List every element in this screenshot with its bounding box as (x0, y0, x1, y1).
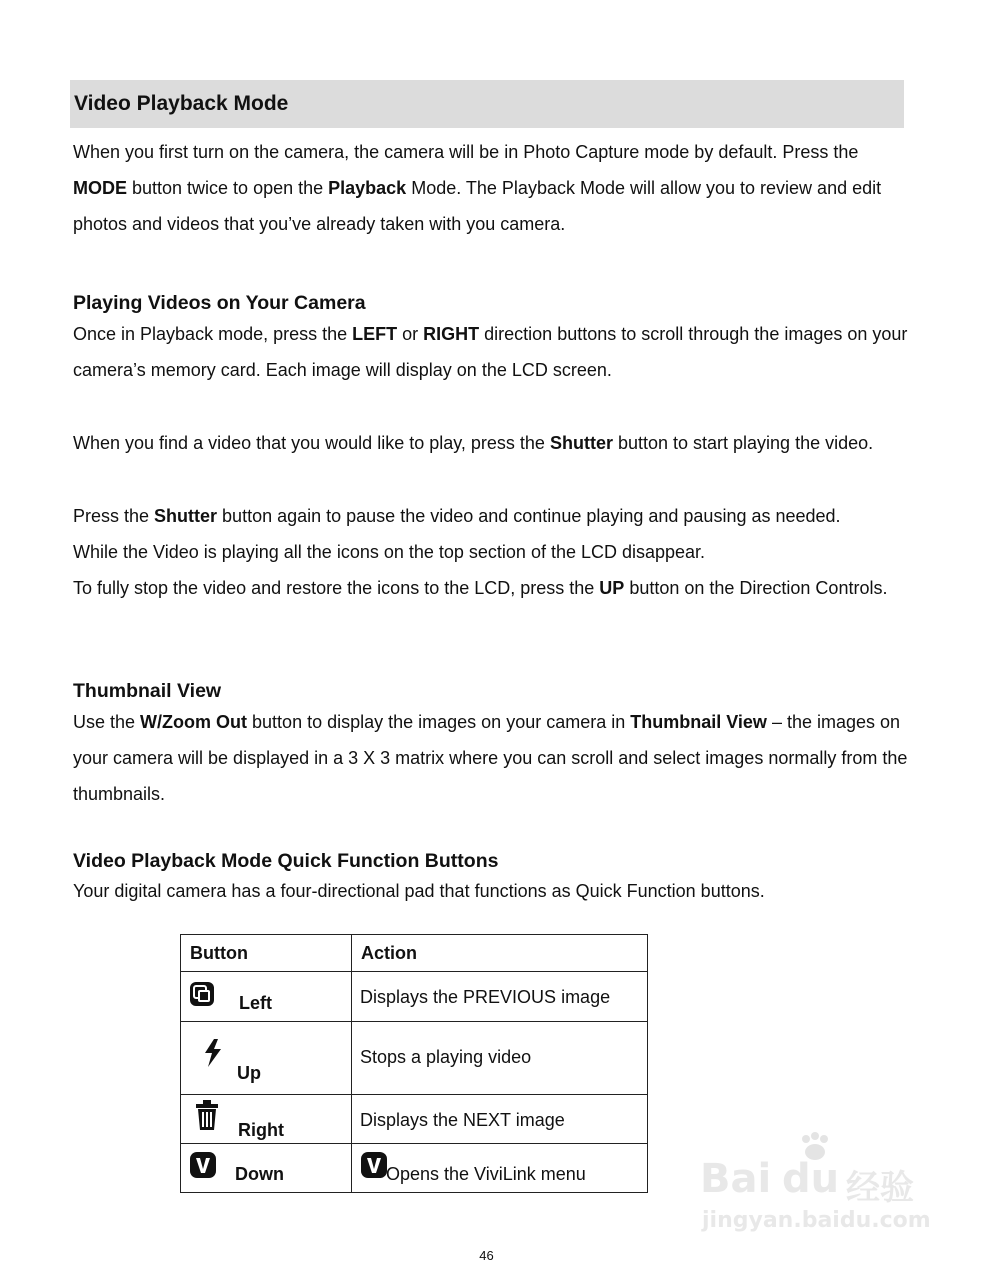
vivilink-icon (360, 1151, 388, 1179)
button-label-left: Left (239, 993, 272, 1013)
page-number: 46 (479, 1248, 494, 1263)
quick-intro-paragraph: Your digital camera has a four-directional pad that functions as Quick Function buttons. (73, 881, 765, 901)
table-header-row (181, 935, 648, 972)
table-header-action: Action (352, 935, 648, 972)
action-text: Stops a playing video (360, 1047, 532, 1067)
playing-paragraph-4: While the Video is playing all the icons on the top section of the LCD disappear. (73, 542, 706, 562)
table-row (181, 1022, 648, 1095)
flash-icon (201, 1038, 225, 1068)
table-cell-button (181, 1144, 352, 1193)
table-row (181, 1144, 648, 1193)
intro-paragraph: When you first turn on the camera, the camera will be in Photo Capture mode by default. Press the MODE button twice to open the Playback Mode. The Playback Mode will allow you to review and edit photos and videos that you’ve already taken with you camera. (73, 142, 882, 234)
playback-icon (189, 981, 215, 1007)
heading-thumbnail-view: Thumbnail View (73, 680, 222, 702)
page-title: Video Playback Mode (74, 92, 289, 115)
baidu-watermark (700, 1130, 940, 1240)
table-cell-action (352, 972, 648, 1022)
vivilink-icon (189, 1151, 217, 1179)
watermark-url: jingyan.baidu.com (702, 1208, 931, 1233)
table-cell-action (352, 1144, 648, 1193)
table-header-button: Button (181, 935, 352, 972)
table-cell-button (181, 1022, 352, 1095)
button-label-down: Down (235, 1164, 284, 1184)
button-label-right: Right (238, 1120, 284, 1140)
table-cell-button (181, 972, 352, 1022)
action-text: Displays the PREVIOUS image (360, 987, 611, 1007)
playing-paragraph-1: Once in Playback mode, press the LEFT or RIGHT direction buttons to scroll through the images on your camera’s memory card. Each image will display on the LCD screen. (73, 324, 908, 380)
table-cell-action (352, 1095, 648, 1144)
table-cell-action (352, 1022, 648, 1095)
trash-icon (194, 1099, 220, 1131)
playing-paragraph-5: To fully stop the video and restore the icons to the LCD, press the UP button on the Direction Controls. (73, 578, 888, 598)
playing-paragraph-2: When you find a video that you would like to play, press the Shutter button to start playing the video. (73, 433, 874, 453)
quick-function-table (180, 934, 648, 1193)
thumbnail-paragraph: Use the W/Zoom Out button to display the images on your camera in Thumbnail View – the images on your camera will be displayed in a 3 X 3 matrix where you can scroll and select images normally from the thumbnails. (73, 712, 908, 804)
watermark-brand-2: du (782, 1156, 840, 1202)
playing-paragraph-3: Press the Shutter button again to pause the video and continue playing and pausing as needed. (73, 506, 841, 526)
table-cell-button (181, 1095, 352, 1144)
action-text: Opens the ViviLink menu (386, 1164, 586, 1184)
heading-playing-videos: Playing Videos on Your Camera (73, 292, 366, 314)
heading-quick-function: Video Playback Mode Quick Function Buttons (73, 850, 499, 872)
watermark-brand: Bai (700, 1156, 772, 1202)
table-row (181, 1095, 648, 1144)
watermark-cn: 经验 (846, 1168, 914, 1208)
button-label-up: Up (237, 1063, 261, 1083)
table-row (181, 972, 648, 1022)
action-text: Displays the NEXT image (360, 1110, 565, 1130)
